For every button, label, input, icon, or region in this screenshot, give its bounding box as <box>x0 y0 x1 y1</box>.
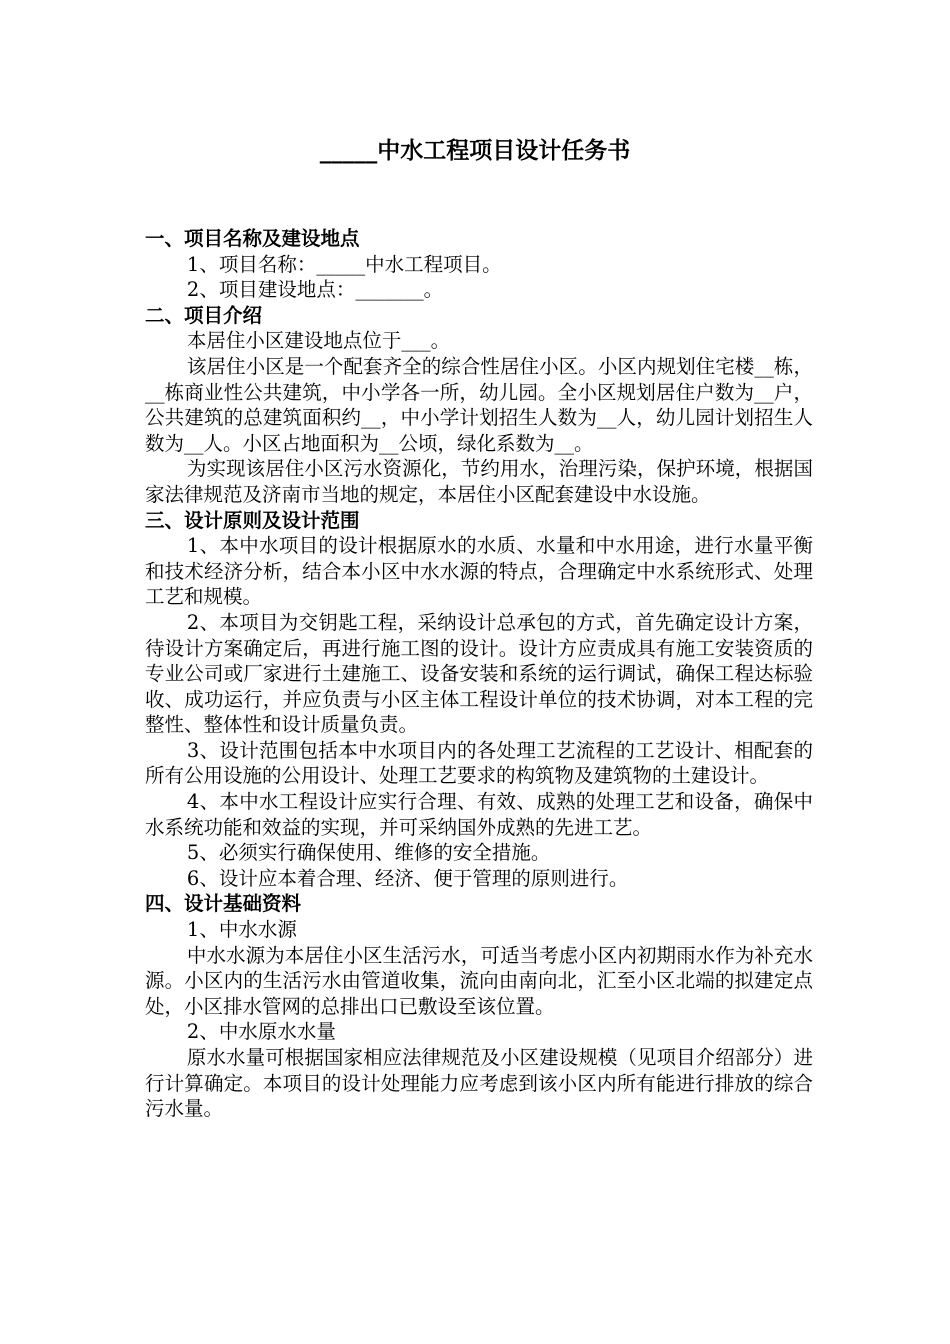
document-body <box>145 226 813 1122</box>
paragraph: 4、本中水工程设计应实行合理、有效、成熟的处理工艺和设备，确保中水系统功能和效益的实现，并可采纳国外成熟的先进工艺。 <box>145 790 813 839</box>
paragraph: 6、设计应本着合理、经济、便于管理的原则进行。 <box>186 866 629 890</box>
subheading: 2、中水原水水量 <box>186 1020 336 1044</box>
paragraph: 本居住小区建设地点位于___。 <box>186 329 451 353</box>
paragraph: 2、本项目为交钥匙工程，采纳设计总承包的方式，首先确定设计方案，待设计方案确定后，再进行施工图的设计。设计方应责成具有施工安装资质的专业公司或厂家进行土建施工、设备安装和系统的运行调试，确保工程达标验收、成功运行，并应负责与小区主体工程设计单位的技术协调，对本工程的完整性、整体性和设计质量负责。 <box>145 610 813 737</box>
section-heading-1: 一、项目名称及建设地点 <box>145 227 360 250</box>
paragraph: 2、项目建设地点：_______。 <box>186 278 444 302</box>
paragraph: 3、设计范围包括本中水项目内的各处理工艺流程的工艺设计、相配套的所有公用设施的公用设计、处理工艺要求的构筑物及建筑物的土建设计。 <box>145 738 813 788</box>
paragraph: 1、本中水项目的设计根据原水的水质、水量和中水用途，进行水量平衡和技术经济分析，结合本小区中水水源的特点，合理确定中水系统形式、处理工艺和规模。 <box>145 534 813 609</box>
section-heading-4: 四、设计基础资料 <box>145 892 302 916</box>
paragraph: 为实现该居住小区污水资源化，节约用水，治理污染，保护环境，根据国家法律规范及济南市当地的规定，本居住小区配套建设中水设施。 <box>145 457 813 506</box>
section-heading-3: 三、设计原则及设计范围 <box>145 508 360 532</box>
section-heading-2: 二、项目介绍 <box>145 303 263 327</box>
paragraph: 5、必须实行确保使用、维修的安全措施。 <box>186 841 551 865</box>
paragraph: 中水水源为本居住小区生活污水，可适当考虑小区内初期雨水作为补充水源。小区内的生活污水由管道收集，流向由南向北，汇至小区北端的拟建定点处，小区排水管网的总排出口已敷设至该位置。 <box>145 943 813 1018</box>
subheading: 1、中水水源 <box>186 918 297 942</box>
paragraph: 原水水量可根据国家相应法律规范及小区建设规模（见项目介绍部分）进行计算确定。本项目的设计处理能力应考虑到该小区内所有能进行排放的综合污水量。 <box>145 1046 813 1121</box>
paragraph: 1、项目名称：_____中水工程项目。 <box>186 252 502 276</box>
document-title: _____中水工程项目设计任务书 <box>319 138 631 164</box>
paragraph: 该居住小区是一个配套齐全的综合性居住小区。小区内规划住宅楼__栋，__栋商业性公共建筑，中小学各一所，幼儿园。全小区规划居住户数为__户，公共建筑的总建筑面积约__，中小学计划招生人数为__人，幼儿园计划招生人数为__人。小区占地面积为__公顷，绿化系数为__。 <box>145 354 813 455</box>
